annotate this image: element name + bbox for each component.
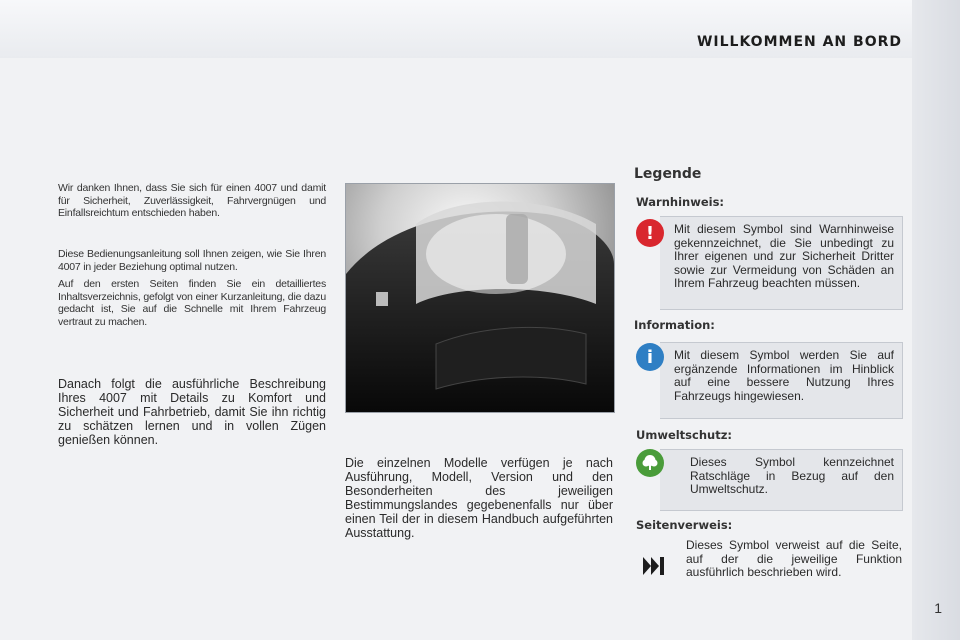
right-margin-band	[912, 0, 960, 640]
intro-block	[58, 182, 326, 220]
warning-label: Warnhinweis:	[636, 195, 725, 209]
info-box	[660, 342, 903, 419]
page-number: 1	[934, 600, 942, 616]
warning-glyph: !	[645, 222, 655, 244]
warning-text: Mit diesem Symbol sind Warnhinweise gekennzeichnet, die Sie unbedingt zu Ihrer eigenen und zur Sicherheit Dritter sowie zur Vermeidung von Schäden an Ihrem Fahrzeug beachten müssen.	[674, 222, 894, 290]
info-label: Information:	[634, 318, 715, 332]
intro-block-2	[58, 248, 326, 328]
info-text: Mit diesem Symbol werden Sie auf ergänzende Informationen im Hinblick auf eine bessere Nutzung Ihres Fahrzeugs hingewiesen.	[674, 348, 894, 403]
legend-title: Legende	[634, 166, 702, 182]
environment-box	[660, 449, 903, 511]
page-reference-text: Dieses Symbol verweist auf die Seite, auf der die jeweilige Funktion ausführlich beschrieben wird.	[686, 538, 902, 579]
environment-text: Dieses Symbol kennzeichnet Ratschläge in Bezug auf den Umweltschutz.	[690, 455, 894, 496]
warning-box	[660, 216, 903, 310]
intro-paragraph-3: Auf den ersten Seiten finden Sie ein detailliertes Inhaltsverzeichnis, gefolgt von einer Kurzanleitung, die dazu gedacht ist, Sie auf die Schnelle mit Ihrem Fahrzeug vertraut zu machen.	[58, 278, 326, 328]
models-paragraph: Die einzelnen Modelle verfügen je nach Ausführung, Modell, Version und den Besonderheiten des jeweiligen Bestimmungslandes gegebenenfalls nur über einen Teil der in diesem Handbuch aufgeführten Ausstattung.	[345, 456, 613, 540]
models-block	[345, 456, 613, 540]
page-title: WILLKOMMEN AN BORD	[696, 34, 902, 50]
page-reference-icon	[641, 553, 667, 584]
info-glyph: i	[646, 346, 654, 368]
page-reference-box	[686, 539, 902, 580]
info-icon	[636, 343, 664, 371]
environment-label: Umweltschutz:	[636, 428, 733, 442]
intro-paragraph-4: Danach folgt die ausführliche Beschreibung Ihres 4007 mit Details zu Komfort und Sicherheit und Fahrbetrieb, damit Sie ihn richtig zu schätzen lernen und in vollen Zügen genießen können.	[58, 377, 326, 447]
tree-icon	[636, 449, 664, 477]
intro-paragraph-1: Wir danken Ihnen, dass Sie sich für einen 4007 und damit für Sicherheit, Zuverlässigkeit, Fahrvergnügen und Einfallsreichtum entschieden haben.	[58, 182, 326, 219]
vehicle-headlight-photo	[345, 183, 615, 413]
warning-icon	[636, 219, 664, 247]
headlight-illustration	[346, 184, 614, 412]
intro-paragraph-2: Diese Bedienungsanleitung soll Ihnen zeigen, wie Sie Ihren 4007 in jeder Beziehung optimal nutzen.	[58, 248, 326, 273]
intro-block-3	[58, 377, 326, 447]
page-reference-label: Seitenverweis:	[636, 518, 733, 532]
